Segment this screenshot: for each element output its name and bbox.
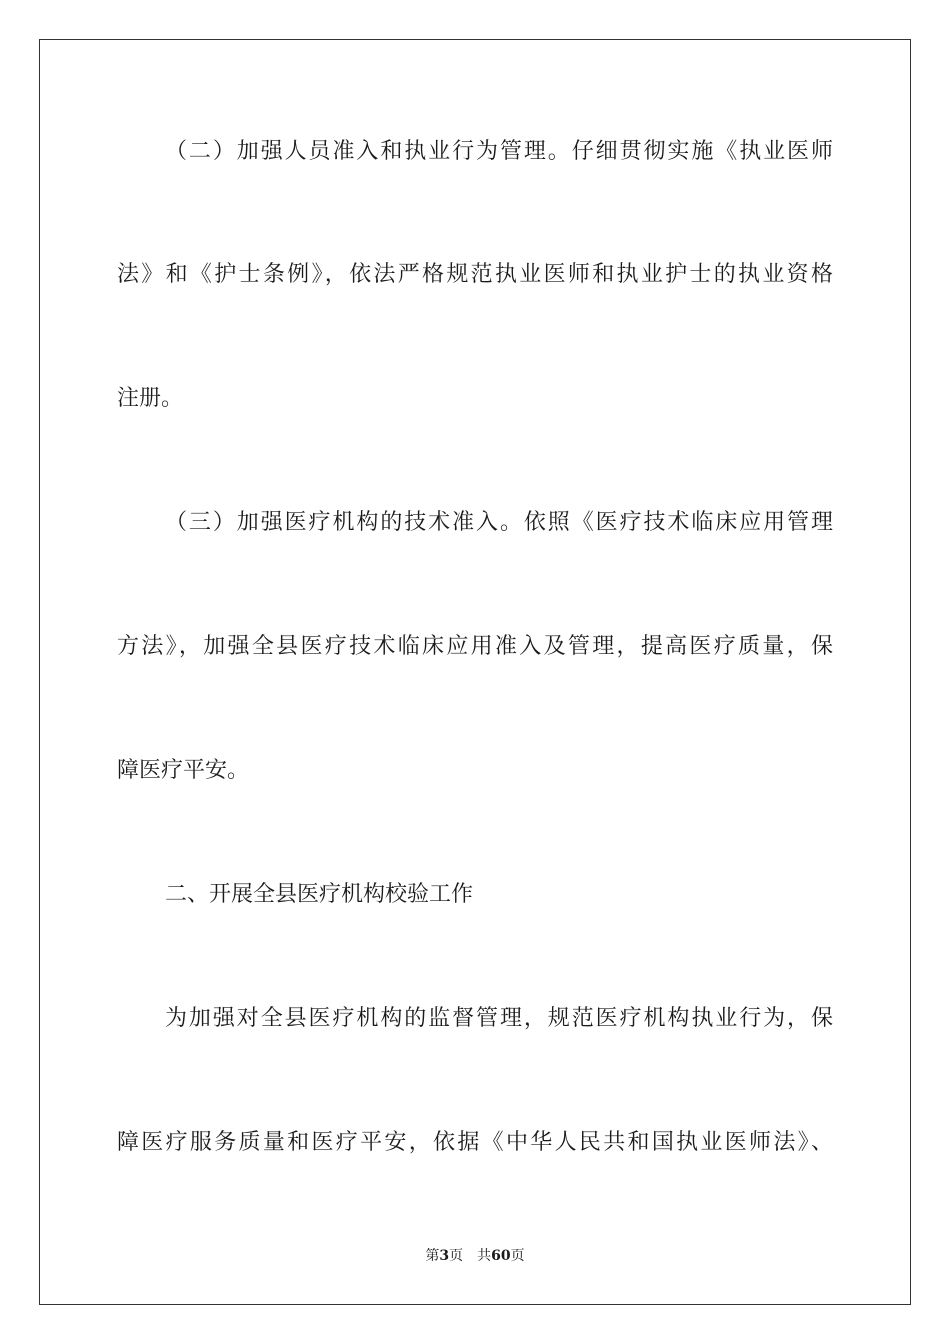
page-footer [0,1247,950,1265]
paragraph-line: （三）加强医疗机构的技术准入。依照《医疗技术临床应用管理 [165,510,833,535]
paragraph-line: 障医疗服务质量和医疗平安，依据《中华人民共和国执业医师法》、 [117,1130,833,1155]
total-prefix: 共 [477,1248,492,1264]
section-heading: 二、开展全县医疗机构校验工作 [165,882,474,907]
paragraph-line: 法》和《护士条例》，依法严格规范执业医师和执业护士的执业资格 [117,262,833,287]
paragraph-line: （二）加强人员准入和执业行为管理。仔细贯彻实施《执业医师 [165,139,833,164]
paragraph-line: 为加强对全县医疗机构的监督管理，规范医疗机构执业行为，保 [165,1006,833,1031]
page-prefix: 第 [425,1248,440,1264]
paragraph-line: 注册。 [117,386,184,411]
total-suffix: 页 [510,1248,525,1264]
page-border [39,39,911,1305]
page-current: 3 [439,1248,450,1264]
page-suffix: 页 [449,1248,464,1264]
paragraph-line: 方法》，加强全县医疗技术临床应用准入及管理，提高医疗质量，保 [117,634,833,659]
page-total: 60 [491,1248,511,1264]
paragraph-line: 障医疗平安。 [117,758,250,783]
